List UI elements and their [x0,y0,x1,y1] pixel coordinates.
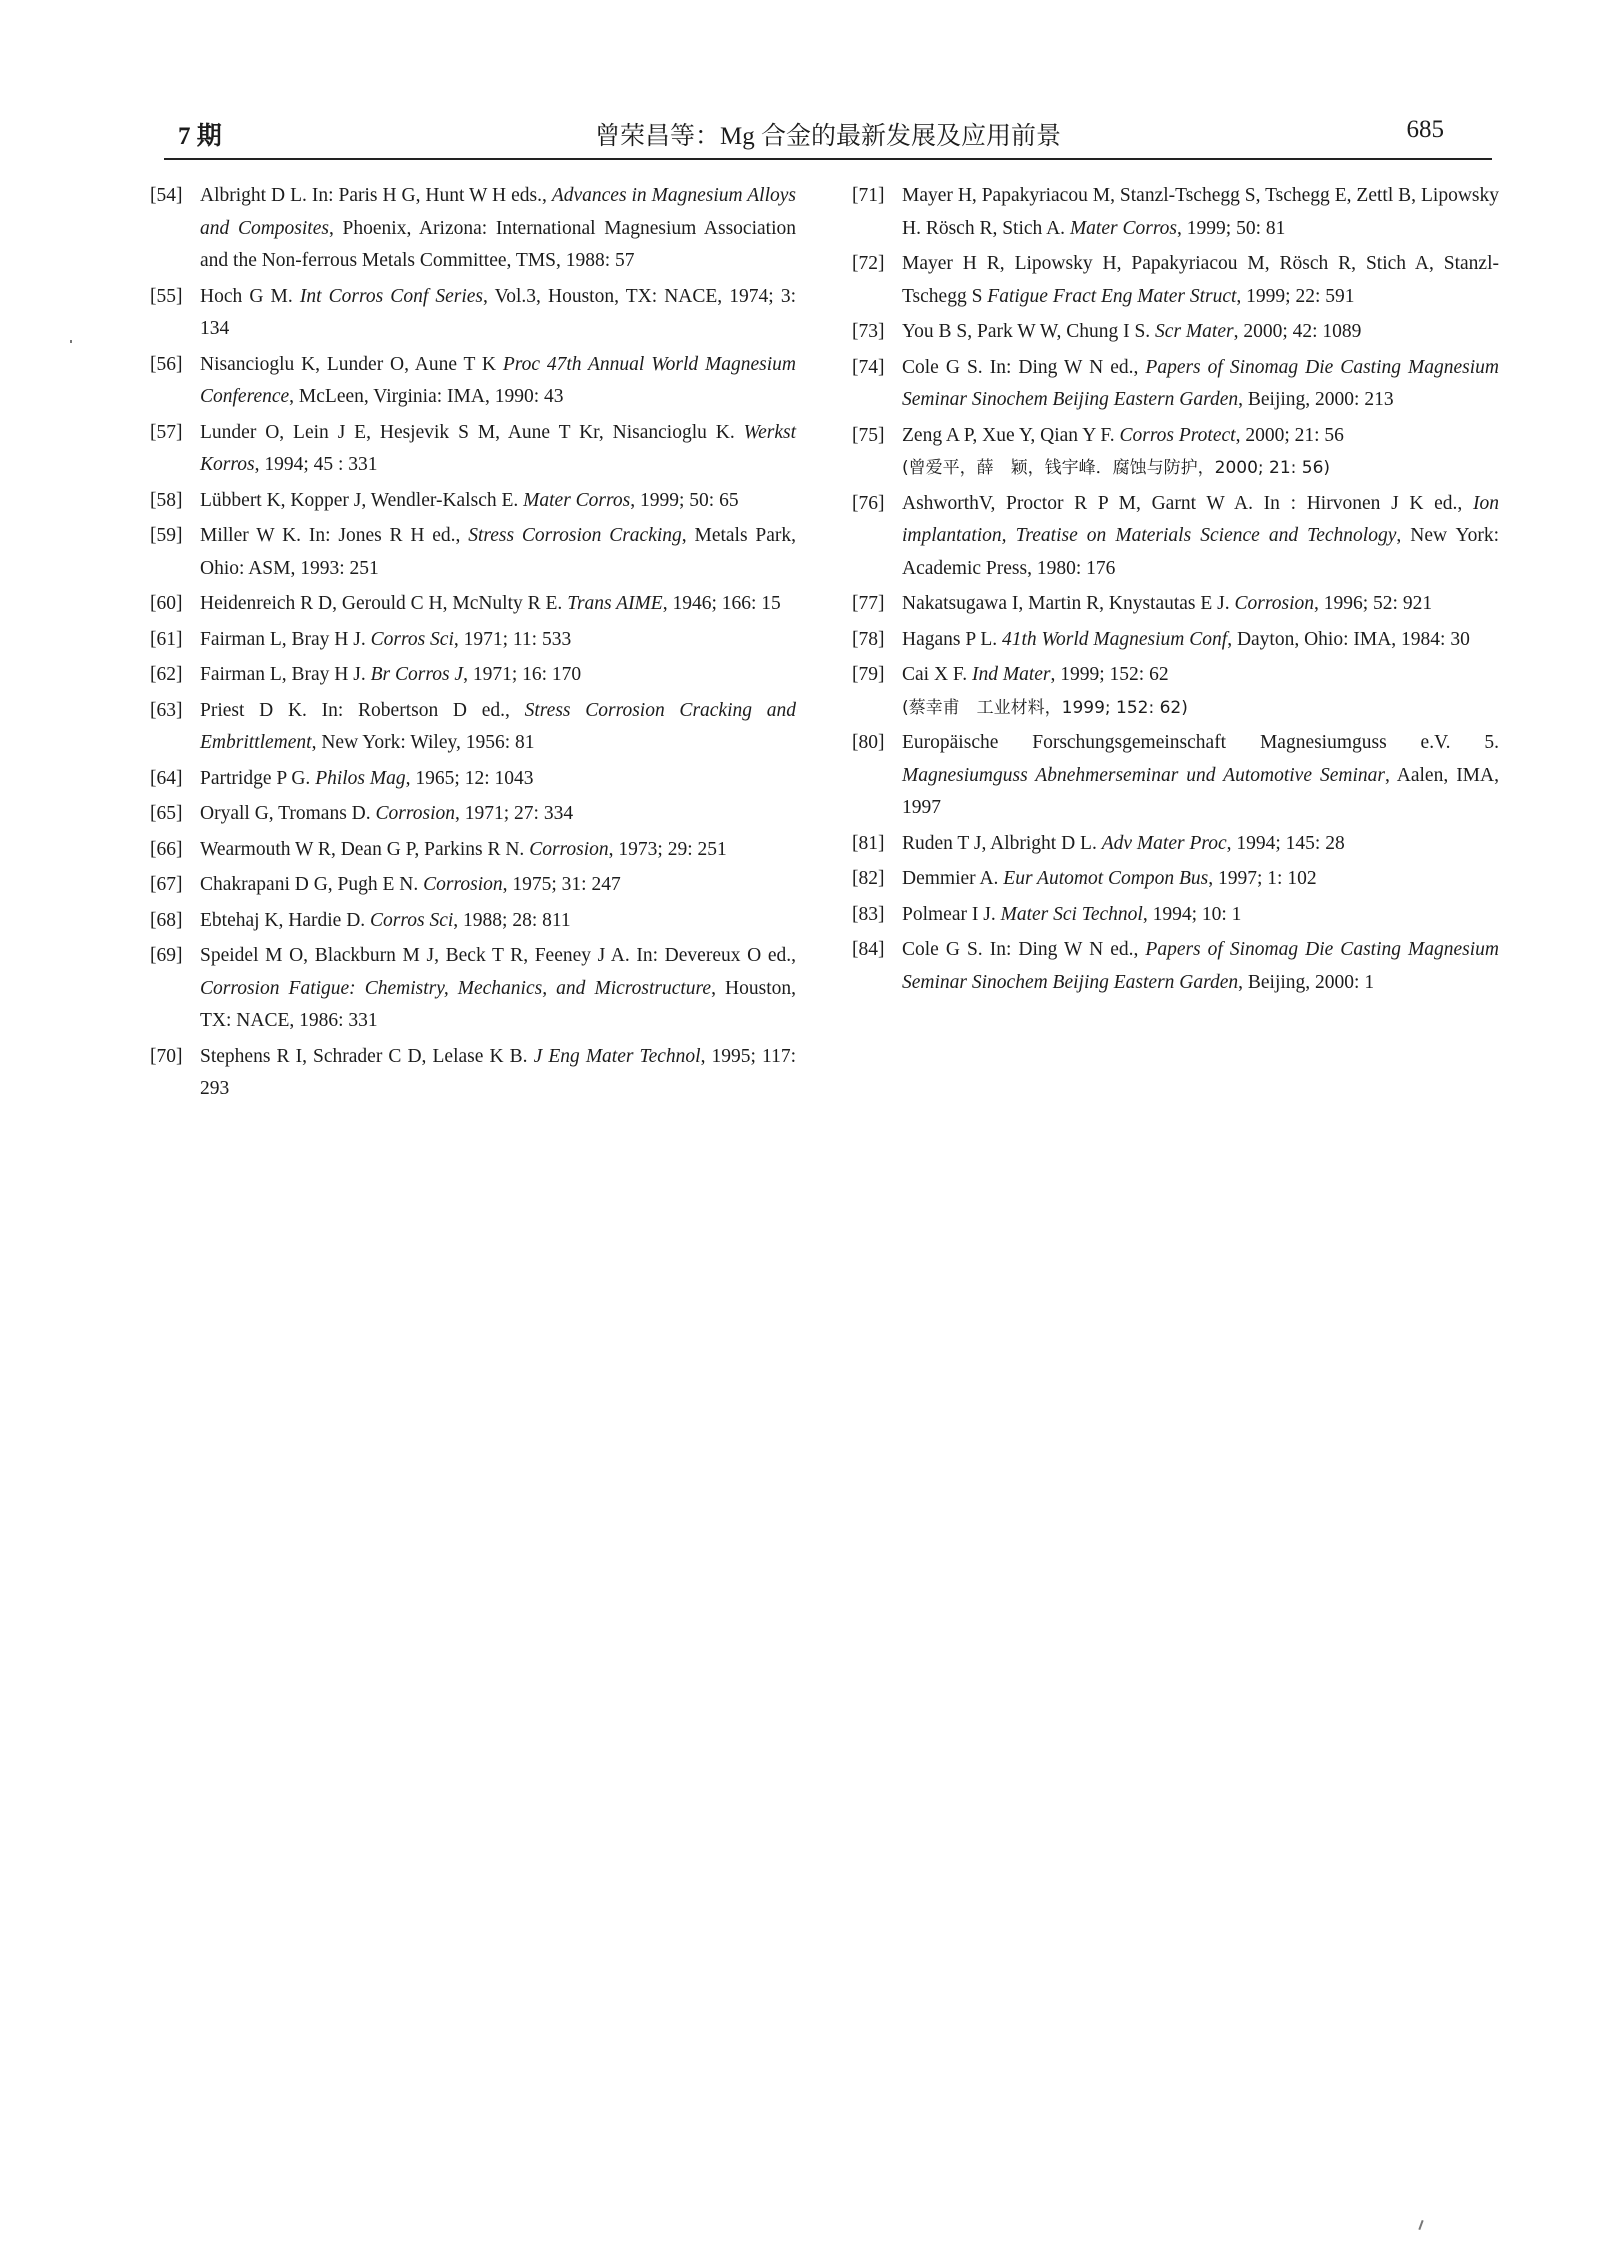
reference-number: [69] [150,945,183,966]
reference-number: [66] [150,838,183,860]
reference-source: Trans AIME [567,593,663,614]
reference-source: Fatigue Fract Eng Mater Struct [987,285,1237,307]
reference-authors: Chakrapani D G, Pugh E N. [200,874,424,895]
reference-text [902,316,1499,349]
page-number: 685 [1406,116,1444,143]
reference-entry [150,869,796,902]
reference-details: , New York: Wiley, 1956: 81 [311,732,535,753]
reference-authors: Lübbert K, Kopper J, Wendler-Kalsch E. [200,489,524,511]
reference-authors: Priest D K. In: Robertson D ed., [200,699,525,721]
reference-text [902,352,1499,417]
reference-text [902,180,1499,245]
reference-authors: Fairman L, Bray H J. [200,664,371,685]
reference-number: [77] [852,593,885,614]
reference-number: [70] [150,1045,183,1067]
reference-source: Adv Mater Proc [1101,832,1227,854]
reference-entry [150,940,796,1038]
reference-number: [84] [852,939,885,960]
reference-authors: Oryall G, Tromans D. [200,803,376,824]
reference-text [200,834,796,867]
reference-source: Eur Automot Compon Bus [1003,868,1209,889]
reference-text [902,934,1499,999]
reference-number: [65] [150,803,183,824]
reference-number: [68] [150,909,183,931]
reference-text [200,349,796,414]
reference-number: [79] [852,664,885,685]
reference-number: [73] [852,321,885,342]
reference-source: Philos Mag [315,767,406,789]
reference-text [200,905,796,938]
reference-entry [852,863,1499,896]
reference-source: Br Corros J [370,664,464,685]
reference-text [200,281,796,346]
reference-authors: Hagans P L. [902,628,1003,650]
reference-source: Corrosion [1234,593,1314,614]
reference-number: [81] [852,832,885,854]
reference-text [200,869,796,902]
reference-column-right [852,180,1499,999]
reference-number: [74] [852,356,885,378]
reference-details: , Beijing, 2000: 213 [1238,389,1394,410]
reference-text [200,940,796,1038]
reference-authors: Europäische Forschungsgemeinschaft Magnesiumguss e.V. 5. [902,732,1499,753]
reference-authors: Heidenreich R D, Gerould C H, McNulty R E. [200,593,568,614]
reference-entry [150,485,796,518]
reference-text [902,863,1499,896]
reference-entry [150,905,796,938]
reference-source: Papers of Sinomag Die Casting Magnesium Seminar Sinochem Beijing Eastern Garden [902,939,1499,993]
reference-details: , Phoenix, Arizona: International Magnesium Association and the Non-ferrous Metals Committee, TMS, 1988: 57 [200,217,796,271]
reference-source: Stress Corrosion Cracking and Embrittlement [200,699,796,753]
reference-details: , 1975; 31: 247 [502,874,621,895]
reference-source: J Eng Mater Technol [533,1045,701,1067]
reference-entry [150,1041,796,1106]
reference-authors: Nakatsugawa I, Martin R, Knystautas E J. [902,593,1235,614]
reference-text [902,899,1499,932]
reference-authors: Wearmouth W R, Dean G P, Parkins R N. [200,838,530,860]
reference-number: [56] [150,353,183,375]
reference-source: Papers of Sinomag Die Casting Magnesium Seminar Sinochem Beijing Eastern Garden [902,356,1499,410]
issue-number: 7 期 [178,123,222,150]
reference-details: , Metals Park, Ohio: ASM, 1993: 251 [200,525,796,579]
reference-authors: Partridge P G. [200,767,316,789]
reference-details: , Houston, TX: NACE, 1986: 331 [200,977,796,1031]
reference-number: [54] [150,185,183,206]
reference-text [200,520,796,585]
reference-source: Ind Mater [971,664,1051,685]
reference-source: Corrosion [375,803,455,824]
reference-details: , 1995; 117: 293 [200,1045,796,1099]
reference-source: Proc 47th Annual World Magnesium Conference [200,353,796,407]
reference-entry [150,588,796,621]
reference-text [902,248,1499,313]
reference-text [200,798,796,831]
reference-source: Int Corros Conf Series [299,285,483,307]
reference-details: , 1971; 11: 533 [453,628,572,650]
reference-text [200,588,796,621]
reference-entry [852,828,1499,861]
reference-source: Corros Sci [370,909,454,931]
reference-entry [852,352,1499,417]
reference-entry [852,659,1499,724]
reference-column-left [150,180,796,1106]
reference-entry [150,659,796,692]
reference-number: [72] [852,253,885,274]
reference-entry [852,180,1499,245]
reference-source: Corros Sci [370,628,454,650]
reference-number: [59] [150,525,183,546]
reference-number: [82] [852,868,885,889]
reference-details: , 2000; 21: 56 [1235,424,1344,446]
scan-mark [70,340,72,343]
reference-entry [852,316,1499,349]
reference-number: [64] [150,767,183,789]
reference-authors: Polmear I J. [902,903,1001,925]
reference-text [200,485,796,518]
reference-entry [150,695,796,760]
reference-authors: Stephens R I, Schrader C D, Lelase K B. [200,1045,534,1067]
reference-text [902,588,1499,621]
reference-details: , Beijing, 2000: 1 [1238,971,1375,993]
reference-authors: Demmier A. [902,868,1004,889]
reference-number: [71] [852,185,885,206]
reference-number: [67] [150,874,183,895]
reference-number: [63] [150,699,183,721]
reference-details: , Dayton, Ohio: IMA, 1984: 30 [1227,628,1470,650]
reference-authors: Albright D L. In: Paris H G, Hunt W H eds., [200,185,552,206]
reference-text [200,695,796,760]
reference-authors: Speidel M O, Blackburn M J, Beck T R, Feeney J A. In: Devereux O ed., [200,945,796,966]
reference-entry [852,934,1499,999]
reference-number: [83] [852,903,885,925]
reference-details: , 1994; 145: 28 [1226,832,1345,854]
reference-source: Mater Corros [523,489,631,511]
reference-source: Stress Corrosion Cracking [468,525,682,546]
reference-details: , 1996; 52: 921 [1314,593,1433,614]
running-title: 曾荣昌等：Mg 合金的最新发展及应用前景 [595,123,1061,150]
reference-text [902,727,1499,825]
reference-chinese-translation: (蔡幸甫 工业材料，1999; 152: 62) [902,697,1188,718]
reference-authors: You B S, Park W W, Chung I S. [902,321,1156,342]
reference-details: , 1965; 12: 1043 [405,767,534,789]
reference-text [902,624,1499,657]
reference-entry [150,349,796,414]
reference-details: , 1999; 50: 81 [1177,217,1286,239]
reference-details: , 1994; 10: 1 [1142,903,1242,925]
reference-details: , 1999; 22: 591 [1236,285,1355,307]
reference-number: [62] [150,664,183,685]
reference-details: , 2000; 42: 1089 [1233,321,1362,342]
reference-number: [76] [852,492,885,514]
reference-source: Mater Corros [1069,217,1178,239]
reference-entry [852,727,1499,825]
reference-text [902,828,1499,861]
reference-number: [78] [852,628,885,650]
reference-details: , McLeen, Virginia: IMA, 1990: 43 [289,386,564,407]
reference-entry [852,624,1499,657]
reference-entry [150,834,796,867]
reference-text [200,624,796,657]
reference-entry [150,180,796,278]
reference-details: , 1971; 16: 170 [463,664,582,685]
reference-number: [58] [150,489,183,511]
reference-text [200,659,796,692]
reference-details: , 1994; 45 : 331 [254,454,378,475]
reference-number: [61] [150,628,183,650]
reference-entry [852,488,1499,586]
reference-authors: Nisancioglu K, Lunder O, Aune T K [200,353,503,375]
reference-authors: Mayer H, Papakyriacou M, Stanzl-Tschegg S, Tschegg E, Zettl B, Lipowsky H. Rösch R, Stich A. [902,185,1499,239]
reference-authors: Cole G S. In: Ding W N ed., [902,356,1146,378]
reference-details: , Aalen, IMA, 1997 [902,764,1499,818]
reference-number: [57] [150,421,183,443]
reference-authors: Zeng A P, Xue Y, Qian Y F. [902,424,1120,446]
reference-details: , 1988; 28: 811 [453,909,571,931]
reference-source: Corros Protect [1119,424,1236,446]
reference-entry [852,899,1499,932]
reference-entry [852,420,1499,485]
reference-authors: Ruden T J, Albright D L. [902,832,1102,854]
reference-source: Mater Sci Technol [1000,903,1143,925]
reference-text [200,180,796,278]
reference-source: Advances in Magnesium Alloys and Composites [200,185,796,239]
reference-authors: AshworthV, Proctor R P M, Garnt W A. In : Hirvonen J K ed., [902,492,1473,514]
reference-text [200,417,796,482]
reference-source: Ion implantation, Treatise on Materials Science and Technology [902,492,1499,546]
reference-authors: Hoch G M. [200,285,300,307]
reference-source: Magnesiumguss Abnehmerseminar und Automotive Seminar [902,764,1385,786]
reference-number: [60] [150,593,183,614]
reference-entry [852,588,1499,621]
reference-details: , 1999; 152: 62 [1050,664,1169,685]
reference-entry [150,624,796,657]
running-header [164,112,1492,160]
reference-details: , 1999; 50: 65 [630,489,739,511]
reference-authors: Cole G S. In: Ding W N ed., [902,939,1146,960]
reference-source: Corrosion Fatigue: Chemistry, Mechanics, and Microstructure [200,977,712,999]
reference-chinese-translation: (曾爱平，薛 颖，钱宇峰．腐蚀与防护，2000; 21: 56) [902,458,1331,478]
reference-text [902,488,1499,586]
scan-mark [1418,2220,1423,2230]
reference-authors: Ebtehaj K, Hardie D. [200,909,371,931]
reference-details: , 1971; 27: 334 [454,803,574,824]
reference-authors: Miller W K. In: Jones R H ed., [200,525,469,546]
reference-details: , 1997; 1: 102 [1208,868,1317,889]
reference-details: , 1973; 29: 251 [608,838,727,860]
reference-details: , New York: Academic Press, 1980: 176 [902,525,1500,579]
reference-details: , Vol.3, Houston, TX: NACE, 1974; 3: 134 [200,285,796,339]
reference-entry [852,248,1499,313]
reference-text [902,420,1499,485]
reference-text [200,763,796,796]
reference-authors: Fairman L, Bray H J. [200,628,371,650]
reference-entry [150,798,796,831]
reference-number: [75] [852,424,885,446]
reference-text [200,1041,796,1106]
reference-entry [150,417,796,482]
reference-source: Corrosion [529,838,609,860]
reference-authors: Cai X F. [902,664,972,685]
reference-authors: Lunder O, Lein J E, Hesjevik S M, Aune T Kr, Nisancioglu K. [200,421,744,443]
reference-source: 41th World Magnesium Conf [1002,628,1228,650]
reference-number: [80] [852,732,885,753]
reference-source: Corrosion [423,874,503,895]
reference-entry [150,520,796,585]
reference-text [902,659,1499,724]
reference-entry [150,763,796,796]
reference-details: , 1946; 166: 15 [662,593,781,614]
reference-source: Scr Mater [1155,321,1234,342]
reference-source: Werkst Korros [200,421,796,475]
reference-authors: Mayer H R, Lipowsky H, Papakyriacou M, Rösch R, Stich A, Stanzl-Tschegg S [902,253,1499,307]
reference-number: [55] [150,285,183,307]
reference-entry [150,281,796,346]
